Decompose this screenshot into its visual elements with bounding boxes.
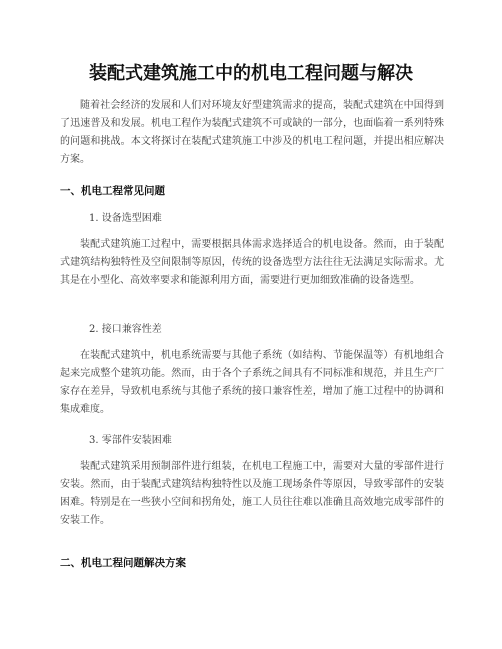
item-body-component-installation: 装配式建筑采用预制部件进行组装，在机电工程施工中，需要对大量的零部件进行安装。然而，由于装配式建筑结构独特性以及施工现场条件等原因，导致零部件的安装困难。特别是在一些狭小空间和拐角处，施工人员往往难以准确且高效地完成零部件的安装工作。: [60, 461, 444, 526]
intro-paragraph: 随着社会经济的发展和人们对环境友好型建筑需求的提高，装配式建筑在中国得到了迅速普及和发展。机电工程作为装配式建筑不可或缺的一部分，也面临着一系列特殊的问题和挑战。本文将探讨在装配式建筑施工中涉及的机电工程问题，并提出相应解决方案。: [60, 100, 444, 165]
item-title-interface-compatibility: 2. 接口兼容性差: [89, 324, 162, 335]
section-heading-solutions: 二、机电工程问题解决方案: [60, 557, 186, 569]
item-body-equipment-selection: 装配式建筑施工过程中，需要根据具体需求选择适合的机电设备。然而，由于装配式建筑结构独特性及空间限制等原因，传统的设备选型方法往往无法满足实际需求。尤其是在小型化、高效率要求和能源利用方面，需要进行更加细致准确的设备选型。: [60, 239, 444, 286]
section-heading-problems: 一、机电工程常见问题: [60, 185, 165, 197]
page-title: 装配式建筑施工中的机电工程问题与解决: [89, 63, 413, 84]
item-body-interface-compatibility: 在装配式建筑中，机电系统需要与其他子系统（如结构、节能保温等）有机地组合起来完成整个建筑功能。然而，由于各个子系统之间具有不同标准和规范，并且生产厂家存在差异，导致机电系统与其他子系统的接口兼容性差，增加了施工过程中的协调和集成难度。: [60, 350, 444, 415]
item-title-component-installation: 3. 零部件安装困难: [89, 435, 172, 446]
item-title-equipment-selection: 1. 设备选型困难: [89, 213, 162, 224]
